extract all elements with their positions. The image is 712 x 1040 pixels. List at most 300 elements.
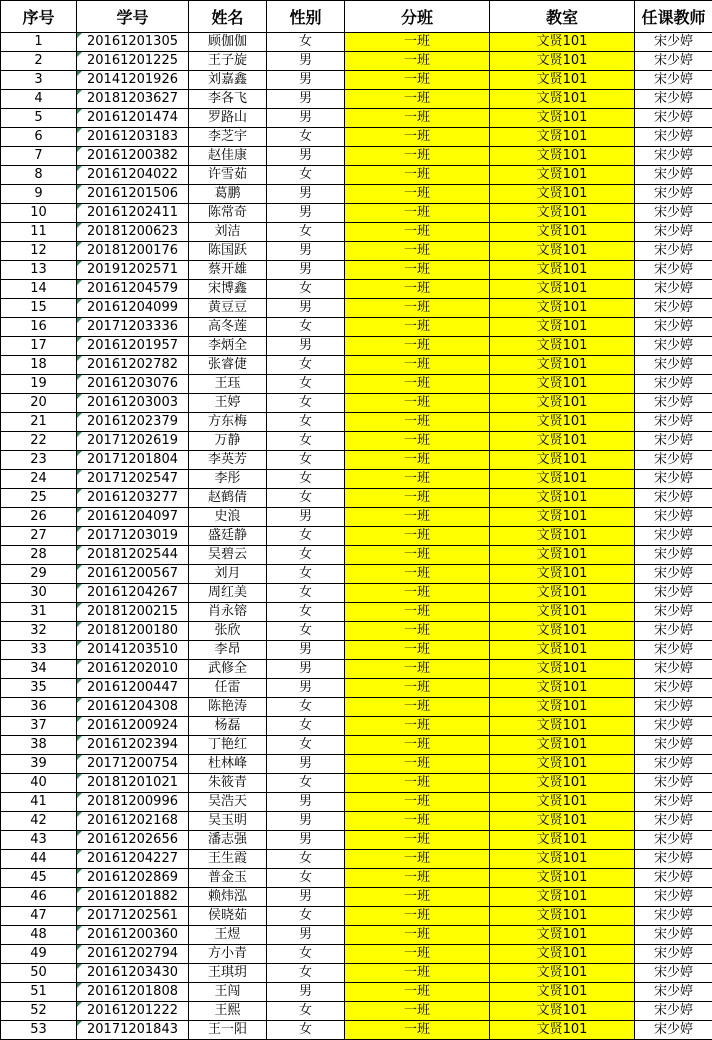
cell-class[interactable]: 一班	[345, 850, 490, 869]
cell-student-id[interactable]: 20171202619	[77, 432, 189, 451]
cell-name[interactable]: 王煜	[189, 926, 267, 945]
cell-student-id[interactable]: 20161200567	[77, 565, 189, 584]
cell-name[interactable]: 刘月	[189, 565, 267, 584]
cell-seq[interactable]: 10	[1, 204, 77, 223]
cell-name[interactable]: 朱筱青	[189, 774, 267, 793]
cell-gender[interactable]: 男	[267, 147, 345, 166]
cell-teacher[interactable]: 宋少婷	[635, 945, 712, 964]
cell-teacher[interactable]: 宋少婷	[635, 907, 712, 926]
cell-teacher[interactable]: 宋少婷	[635, 508, 712, 527]
cell-seq[interactable]: 20	[1, 394, 77, 413]
cell-teacher[interactable]: 宋少婷	[635, 337, 712, 356]
cell-name[interactable]: 许雪茹	[189, 166, 267, 185]
cell-name[interactable]: 王珏	[189, 375, 267, 394]
header-classroom[interactable]: 教室	[490, 1, 635, 33]
cell-student-id[interactable]: 20181200215	[77, 603, 189, 622]
cell-name[interactable]: 王婷	[189, 394, 267, 413]
cell-gender[interactable]: 女	[267, 603, 345, 622]
cell-name[interactable]: 张睿倢	[189, 356, 267, 375]
cell-student-id[interactable]: 20161204099	[77, 299, 189, 318]
cell-class[interactable]: 一班	[345, 755, 490, 774]
cell-student-id[interactable]: 20181200996	[77, 793, 189, 812]
cell-seq[interactable]: 8	[1, 166, 77, 185]
cell-student-id[interactable]: 20171201843	[77, 1021, 189, 1040]
cell-teacher[interactable]: 宋少婷	[635, 850, 712, 869]
cell-class[interactable]: 一班	[345, 603, 490, 622]
cell-teacher[interactable]: 宋少婷	[635, 451, 712, 470]
cell-teacher[interactable]: 宋少婷	[635, 755, 712, 774]
cell-class[interactable]: 一班	[345, 223, 490, 242]
cell-name[interactable]: 周红美	[189, 584, 267, 603]
cell-name[interactable]: 罗路山	[189, 109, 267, 128]
cell-name[interactable]: 吴浩天	[189, 793, 267, 812]
cell-teacher[interactable]: 宋少婷	[635, 166, 712, 185]
cell-classroom[interactable]: 文贤101	[490, 945, 635, 964]
cell-seq[interactable]: 39	[1, 755, 77, 774]
cell-teacher[interactable]: 宋少婷	[635, 831, 712, 850]
cell-gender[interactable]: 女	[267, 356, 345, 375]
cell-class[interactable]: 一班	[345, 451, 490, 470]
cell-classroom[interactable]: 文贤101	[490, 907, 635, 926]
cell-classroom[interactable]: 文贤101	[490, 508, 635, 527]
cell-student-id[interactable]: 20161204022	[77, 166, 189, 185]
cell-seq[interactable]: 36	[1, 698, 77, 717]
cell-teacher[interactable]: 宋少婷	[635, 204, 712, 223]
cell-teacher[interactable]: 宋少婷	[635, 641, 712, 660]
cell-gender[interactable]: 男	[267, 204, 345, 223]
cell-student-id[interactable]: 20161202394	[77, 736, 189, 755]
cell-teacher[interactable]: 宋少婷	[635, 128, 712, 147]
cell-student-id[interactable]: 20161200924	[77, 717, 189, 736]
cell-class[interactable]: 一班	[345, 926, 490, 945]
cell-name[interactable]: 王子旋	[189, 52, 267, 71]
cell-class[interactable]: 一班	[345, 717, 490, 736]
cell-classroom[interactable]: 文贤101	[490, 318, 635, 337]
cell-student-id[interactable]: 20181200623	[77, 223, 189, 242]
cell-student-id[interactable]: 20171203336	[77, 318, 189, 337]
cell-class[interactable]: 一班	[345, 52, 490, 71]
cell-student-id[interactable]: 20161201808	[77, 983, 189, 1002]
cell-teacher[interactable]: 宋少婷	[635, 1002, 712, 1021]
cell-class[interactable]: 一班	[345, 831, 490, 850]
cell-student-id[interactable]: 20161201225	[77, 52, 189, 71]
cell-seq[interactable]: 1	[1, 33, 77, 52]
cell-gender[interactable]: 男	[267, 983, 345, 1002]
cell-seq[interactable]: 46	[1, 888, 77, 907]
cell-class[interactable]: 一班	[345, 1002, 490, 1021]
cell-teacher[interactable]: 宋少婷	[635, 71, 712, 90]
cell-teacher[interactable]: 宋少婷	[635, 394, 712, 413]
cell-gender[interactable]: 男	[267, 242, 345, 261]
cell-student-id[interactable]: 20161201222	[77, 1002, 189, 1021]
cell-classroom[interactable]: 文贤101	[490, 755, 635, 774]
cell-teacher[interactable]: 宋少婷	[635, 413, 712, 432]
cell-student-id[interactable]: 20171202547	[77, 470, 189, 489]
cell-name[interactable]: 王一阳	[189, 1021, 267, 1040]
cell-teacher[interactable]: 宋少婷	[635, 375, 712, 394]
cell-gender[interactable]: 女	[267, 375, 345, 394]
cell-gender[interactable]: 女	[267, 33, 345, 52]
cell-gender[interactable]: 男	[267, 508, 345, 527]
cell-teacher[interactable]: 宋少婷	[635, 926, 712, 945]
cell-gender[interactable]: 女	[267, 964, 345, 983]
cell-student-id[interactable]: 20161202168	[77, 812, 189, 831]
cell-classroom[interactable]: 文贤101	[490, 128, 635, 147]
cell-name[interactable]: 史浪	[189, 508, 267, 527]
cell-classroom[interactable]: 文贤101	[490, 888, 635, 907]
cell-gender[interactable]: 女	[267, 584, 345, 603]
cell-student-id[interactable]: 20161204579	[77, 280, 189, 299]
cell-classroom[interactable]: 文贤101	[490, 242, 635, 261]
cell-teacher[interactable]: 宋少婷	[635, 622, 712, 641]
cell-classroom[interactable]: 文贤101	[490, 850, 635, 869]
cell-teacher[interactable]: 宋少婷	[635, 432, 712, 451]
cell-seq[interactable]: 25	[1, 489, 77, 508]
cell-class[interactable]: 一班	[345, 318, 490, 337]
cell-class[interactable]: 一班	[345, 527, 490, 546]
cell-class[interactable]: 一班	[345, 470, 490, 489]
cell-classroom[interactable]: 文贤101	[490, 660, 635, 679]
cell-teacher[interactable]: 宋少婷	[635, 565, 712, 584]
cell-class[interactable]: 一班	[345, 489, 490, 508]
cell-teacher[interactable]: 宋少婷	[635, 109, 712, 128]
cell-seq[interactable]: 51	[1, 983, 77, 1002]
header-gender[interactable]: 性别	[267, 1, 345, 33]
cell-classroom[interactable]: 文贤101	[490, 375, 635, 394]
cell-student-id[interactable]: 20181200176	[77, 242, 189, 261]
cell-seq[interactable]: 43	[1, 831, 77, 850]
cell-name[interactable]: 顾伽伽	[189, 33, 267, 52]
cell-name[interactable]: 普金玉	[189, 869, 267, 888]
cell-class[interactable]: 一班	[345, 90, 490, 109]
cell-seq[interactable]: 48	[1, 926, 77, 945]
cell-name[interactable]: 吴碧云	[189, 546, 267, 565]
cell-class[interactable]: 一班	[345, 679, 490, 698]
cell-gender[interactable]: 女	[267, 489, 345, 508]
cell-name[interactable]: 刘嘉鑫	[189, 71, 267, 90]
cell-student-id[interactable]: 20161204097	[77, 508, 189, 527]
cell-seq[interactable]: 21	[1, 413, 77, 432]
cell-class[interactable]: 一班	[345, 565, 490, 584]
cell-classroom[interactable]: 文贤101	[490, 603, 635, 622]
cell-seq[interactable]: 27	[1, 527, 77, 546]
cell-class[interactable]: 一班	[345, 1021, 490, 1040]
cell-teacher[interactable]: 宋少婷	[635, 223, 712, 242]
cell-name[interactable]: 赖炜泓	[189, 888, 267, 907]
cell-seq[interactable]: 35	[1, 679, 77, 698]
cell-gender[interactable]: 女	[267, 432, 345, 451]
cell-teacher[interactable]: 宋少婷	[635, 698, 712, 717]
cell-gender[interactable]: 女	[267, 546, 345, 565]
cell-gender[interactable]: 女	[267, 1021, 345, 1040]
cell-seq[interactable]: 44	[1, 850, 77, 869]
cell-gender[interactable]: 男	[267, 299, 345, 318]
cell-name[interactable]: 蔡开雄	[189, 261, 267, 280]
cell-teacher[interactable]: 宋少婷	[635, 679, 712, 698]
cell-class[interactable]: 一班	[345, 280, 490, 299]
cell-classroom[interactable]: 文贤101	[490, 926, 635, 945]
cell-seq[interactable]: 5	[1, 109, 77, 128]
cell-classroom[interactable]: 文贤101	[490, 280, 635, 299]
cell-student-id[interactable]: 20161202411	[77, 204, 189, 223]
cell-teacher[interactable]: 宋少婷	[635, 52, 712, 71]
cell-student-id[interactable]: 20181200180	[77, 622, 189, 641]
cell-classroom[interactable]: 文贤101	[490, 527, 635, 546]
cell-student-id[interactable]: 20161204227	[77, 850, 189, 869]
cell-class[interactable]: 一班	[345, 793, 490, 812]
cell-teacher[interactable]: 宋少婷	[635, 736, 712, 755]
cell-gender[interactable]: 男	[267, 337, 345, 356]
cell-name[interactable]: 李炳全	[189, 337, 267, 356]
cell-seq[interactable]: 2	[1, 52, 77, 71]
cell-teacher[interactable]: 宋少婷	[635, 717, 712, 736]
cell-gender[interactable]: 女	[267, 945, 345, 964]
cell-gender[interactable]: 女	[267, 622, 345, 641]
cell-classroom[interactable]: 文贤101	[490, 223, 635, 242]
cell-class[interactable]: 一班	[345, 869, 490, 888]
cell-gender[interactable]: 男	[267, 660, 345, 679]
cell-classroom[interactable]: 文贤101	[490, 147, 635, 166]
cell-seq[interactable]: 15	[1, 299, 77, 318]
cell-student-id[interactable]: 20161202782	[77, 356, 189, 375]
cell-gender[interactable]: 男	[267, 109, 345, 128]
cell-class[interactable]: 一班	[345, 147, 490, 166]
cell-classroom[interactable]: 文贤101	[490, 52, 635, 71]
cell-class[interactable]: 一班	[345, 185, 490, 204]
cell-gender[interactable]: 女	[267, 565, 345, 584]
cell-class[interactable]: 一班	[345, 812, 490, 831]
cell-gender[interactable]: 女	[267, 717, 345, 736]
cell-seq[interactable]: 47	[1, 907, 77, 926]
cell-student-id[interactable]: 20161201882	[77, 888, 189, 907]
cell-teacher[interactable]: 宋少婷	[635, 983, 712, 1002]
cell-student-id[interactable]: 20171203019	[77, 527, 189, 546]
cell-class[interactable]: 一班	[345, 375, 490, 394]
cell-student-id[interactable]: 20161200360	[77, 926, 189, 945]
cell-classroom[interactable]: 文贤101	[490, 717, 635, 736]
cell-seq[interactable]: 37	[1, 717, 77, 736]
cell-student-id[interactable]: 20181202544	[77, 546, 189, 565]
cell-class[interactable]: 一班	[345, 356, 490, 375]
cell-name[interactable]: 陈艳涛	[189, 698, 267, 717]
cell-classroom[interactable]: 文贤101	[490, 831, 635, 850]
cell-gender[interactable]: 男	[267, 641, 345, 660]
cell-teacher[interactable]: 宋少婷	[635, 489, 712, 508]
cell-name[interactable]: 王闯	[189, 983, 267, 1002]
cell-class[interactable]: 一班	[345, 964, 490, 983]
cell-teacher[interactable]: 宋少婷	[635, 869, 712, 888]
cell-student-id[interactable]: 20161201474	[77, 109, 189, 128]
cell-class[interactable]: 一班	[345, 33, 490, 52]
cell-gender[interactable]: 女	[267, 774, 345, 793]
cell-seq[interactable]: 22	[1, 432, 77, 451]
cell-name[interactable]: 侯晓茹	[189, 907, 267, 926]
cell-gender[interactable]: 男	[267, 90, 345, 109]
cell-classroom[interactable]: 文贤101	[490, 90, 635, 109]
cell-gender[interactable]: 女	[267, 128, 345, 147]
cell-name[interactable]: 王生霞	[189, 850, 267, 869]
cell-student-id[interactable]: 20171200754	[77, 755, 189, 774]
cell-classroom[interactable]: 文贤101	[490, 394, 635, 413]
cell-name[interactable]: 李彤	[189, 470, 267, 489]
cell-student-id[interactable]: 20161203076	[77, 375, 189, 394]
cell-class[interactable]: 一班	[345, 109, 490, 128]
cell-class[interactable]: 一班	[345, 299, 490, 318]
cell-teacher[interactable]: 宋少婷	[635, 242, 712, 261]
cell-seq[interactable]: 18	[1, 356, 77, 375]
cell-name[interactable]: 吴玉明	[189, 812, 267, 831]
cell-student-id[interactable]: 20141203510	[77, 641, 189, 660]
cell-seq[interactable]: 41	[1, 793, 77, 812]
header-student-id[interactable]: 学号	[77, 1, 189, 33]
cell-seq[interactable]: 26	[1, 508, 77, 527]
cell-gender[interactable]: 女	[267, 470, 345, 489]
cell-name[interactable]: 王琪玥	[189, 964, 267, 983]
cell-teacher[interactable]: 宋少婷	[635, 888, 712, 907]
cell-class[interactable]: 一班	[345, 242, 490, 261]
cell-gender[interactable]: 男	[267, 793, 345, 812]
cell-student-id[interactable]: 20161202379	[77, 413, 189, 432]
cell-seq[interactable]: 30	[1, 584, 77, 603]
cell-seq[interactable]: 14	[1, 280, 77, 299]
cell-name[interactable]: 杨磊	[189, 717, 267, 736]
cell-class[interactable]: 一班	[345, 907, 490, 926]
cell-classroom[interactable]: 文贤101	[490, 432, 635, 451]
cell-student-id[interactable]: 20161201506	[77, 185, 189, 204]
cell-teacher[interactable]: 宋少婷	[635, 527, 712, 546]
cell-name[interactable]: 赵佳康	[189, 147, 267, 166]
cell-classroom[interactable]: 文贤101	[490, 299, 635, 318]
cell-class[interactable]: 一班	[345, 394, 490, 413]
cell-gender[interactable]: 女	[267, 869, 345, 888]
cell-class[interactable]: 一班	[345, 204, 490, 223]
cell-gender[interactable]: 女	[267, 280, 345, 299]
cell-teacher[interactable]: 宋少婷	[635, 812, 712, 831]
cell-student-id[interactable]: 20161202656	[77, 831, 189, 850]
cell-seq[interactable]: 49	[1, 945, 77, 964]
cell-seq[interactable]: 28	[1, 546, 77, 565]
cell-gender[interactable]: 男	[267, 926, 345, 945]
cell-name[interactable]: 李各飞	[189, 90, 267, 109]
cell-name[interactable]: 陈常奇	[189, 204, 267, 223]
cell-seq[interactable]: 45	[1, 869, 77, 888]
cell-gender[interactable]: 男	[267, 679, 345, 698]
cell-classroom[interactable]: 文贤101	[490, 964, 635, 983]
cell-student-id[interactable]: 20181201021	[77, 774, 189, 793]
cell-teacher[interactable]: 宋少婷	[635, 470, 712, 489]
cell-gender[interactable]: 女	[267, 166, 345, 185]
cell-seq[interactable]: 4	[1, 90, 77, 109]
cell-classroom[interactable]: 文贤101	[490, 261, 635, 280]
cell-classroom[interactable]: 文贤101	[490, 622, 635, 641]
cell-seq[interactable]: 53	[1, 1021, 77, 1040]
cell-name[interactable]: 方小青	[189, 945, 267, 964]
cell-name[interactable]: 张欣	[189, 622, 267, 641]
cell-gender[interactable]: 男	[267, 831, 345, 850]
cell-gender[interactable]: 女	[267, 850, 345, 869]
cell-name[interactable]: 王熙	[189, 1002, 267, 1021]
cell-teacher[interactable]: 宋少婷	[635, 261, 712, 280]
cell-gender[interactable]: 女	[267, 698, 345, 717]
cell-teacher[interactable]: 宋少婷	[635, 603, 712, 622]
cell-class[interactable]: 一班	[345, 774, 490, 793]
cell-teacher[interactable]: 宋少婷	[635, 280, 712, 299]
cell-class[interactable]: 一班	[345, 641, 490, 660]
cell-name[interactable]: 肖永镕	[189, 603, 267, 622]
cell-class[interactable]: 一班	[345, 888, 490, 907]
cell-student-id[interactable]: 20161200382	[77, 147, 189, 166]
cell-class[interactable]: 一班	[345, 413, 490, 432]
cell-name[interactable]: 高冬莲	[189, 318, 267, 337]
cell-class[interactable]: 一班	[345, 128, 490, 147]
cell-gender[interactable]: 女	[267, 318, 345, 337]
cell-student-id[interactable]: 20191202571	[77, 261, 189, 280]
cell-seq[interactable]: 31	[1, 603, 77, 622]
cell-teacher[interactable]: 宋少婷	[635, 185, 712, 204]
cell-seq[interactable]: 13	[1, 261, 77, 280]
cell-class[interactable]: 一班	[345, 660, 490, 679]
cell-classroom[interactable]: 文贤101	[490, 470, 635, 489]
cell-classroom[interactable]: 文贤101	[490, 204, 635, 223]
cell-gender[interactable]: 男	[267, 71, 345, 90]
cell-classroom[interactable]: 文贤101	[490, 983, 635, 1002]
cell-seq[interactable]: 40	[1, 774, 77, 793]
cell-name[interactable]: 丁艳红	[189, 736, 267, 755]
cell-classroom[interactable]: 文贤101	[490, 356, 635, 375]
cell-teacher[interactable]: 宋少婷	[635, 546, 712, 565]
cell-gender[interactable]: 男	[267, 52, 345, 71]
cell-class[interactable]: 一班	[345, 261, 490, 280]
cell-student-id[interactable]: 20161201957	[77, 337, 189, 356]
cell-teacher[interactable]: 宋少婷	[635, 964, 712, 983]
cell-classroom[interactable]: 文贤101	[490, 166, 635, 185]
cell-seq[interactable]: 7	[1, 147, 77, 166]
cell-name[interactable]: 葛鹏	[189, 185, 267, 204]
cell-seq[interactable]: 33	[1, 641, 77, 660]
cell-teacher[interactable]: 宋少婷	[635, 660, 712, 679]
cell-classroom[interactable]: 文贤101	[490, 869, 635, 888]
cell-seq[interactable]: 38	[1, 736, 77, 755]
cell-classroom[interactable]: 文贤101	[490, 793, 635, 812]
cell-name[interactable]: 任雷	[189, 679, 267, 698]
header-seq[interactable]: 序号	[1, 1, 77, 33]
cell-name[interactable]: 宋博鑫	[189, 280, 267, 299]
cell-gender[interactable]: 女	[267, 527, 345, 546]
header-class[interactable]: 分班	[345, 1, 490, 33]
cell-student-id[interactable]: 20161202794	[77, 945, 189, 964]
cell-seq[interactable]: 52	[1, 1002, 77, 1021]
cell-teacher[interactable]: 宋少婷	[635, 299, 712, 318]
cell-student-id[interactable]: 20161203003	[77, 394, 189, 413]
cell-classroom[interactable]: 文贤101	[490, 413, 635, 432]
cell-seq[interactable]: 6	[1, 128, 77, 147]
cell-student-id[interactable]: 20161203183	[77, 128, 189, 147]
cell-class[interactable]: 一班	[345, 337, 490, 356]
cell-student-id[interactable]: 20181203627	[77, 90, 189, 109]
cell-gender[interactable]: 女	[267, 907, 345, 926]
cell-classroom[interactable]: 文贤101	[490, 337, 635, 356]
cell-student-id[interactable]: 20161203430	[77, 964, 189, 983]
cell-class[interactable]: 一班	[345, 622, 490, 641]
cell-classroom[interactable]: 文贤101	[490, 33, 635, 52]
cell-seq[interactable]: 34	[1, 660, 77, 679]
cell-name[interactable]: 李英芳	[189, 451, 267, 470]
cell-student-id[interactable]: 20161204308	[77, 698, 189, 717]
cell-student-id[interactable]: 20161202010	[77, 660, 189, 679]
cell-class[interactable]: 一班	[345, 584, 490, 603]
cell-class[interactable]: 一班	[345, 508, 490, 527]
cell-seq[interactable]: 24	[1, 470, 77, 489]
